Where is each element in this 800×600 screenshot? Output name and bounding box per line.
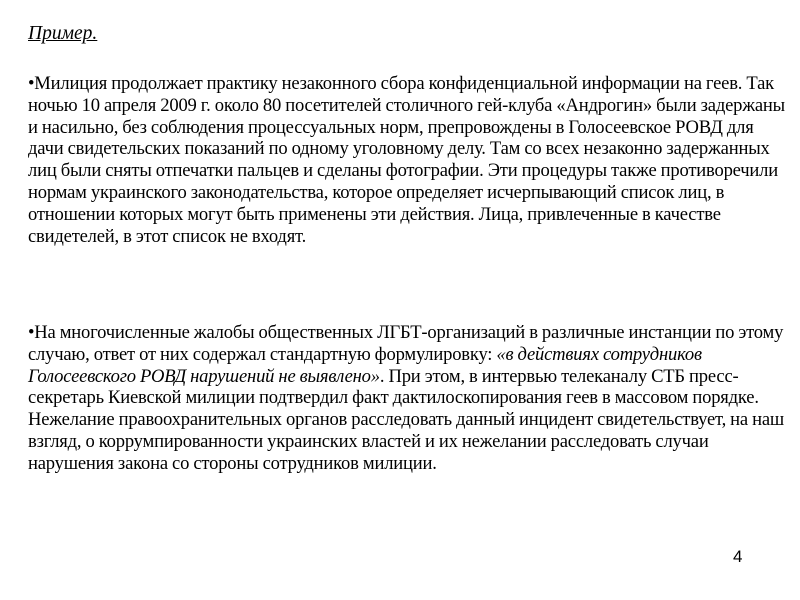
paragraph-2 bbox=[28, 322, 788, 475]
paragraph-2-rest: . При этом, в интервью телеканалу СТБ пресс-секретарь Киевской милиции подтвердил факт дактилоскопирования геев в массовом порядке. Нежелание правоохранительных органов расследовать данный инцидент свидетельствует, на наш взгляд, о коррумпированности украинских властей и их нежелании расследовать случаи нарушения закона со стороны сотрудников милиции. bbox=[28, 365, 785, 474]
paragraph-2-intro: •На многочисленные жалобы общественных ЛГБТ-организаций в различные инстанции по этому случаю, ответ от них содержал стандартную формулировку: bbox=[28, 322, 784, 365]
paragraph-1: •Милиция продолжает практику незаконного сбора конфиденциальной информации на геев. Так ночью 10 апреля 2009 г. около 80 посетителей столичного гей-клуба «Андрогин» были задержаны и насильно, без соблюдения процессуальных норм, препровождены в Голосеевское РОВД для дачи свидетельских показаний по одному уголовному делу. Там со всех незаконно задержанных лиц были сняты отпечатки пальцев и сделаны фотографии. Эти процедуры также противоречили нормам украинского законодательства, которое определяет исчерпывающий список лиц, в отношении которых могут быть применены эти действия. Лица, привлеченные в качестве свидетелей, в этот список не входят. bbox=[28, 73, 785, 247]
paragraph-2-quote: «в действиях сотрудников Голосеевского РОВД нарушений не выявлено» bbox=[28, 343, 702, 387]
page-number: 4 bbox=[733, 547, 743, 566]
slide-heading: Пример. bbox=[28, 23, 98, 44]
